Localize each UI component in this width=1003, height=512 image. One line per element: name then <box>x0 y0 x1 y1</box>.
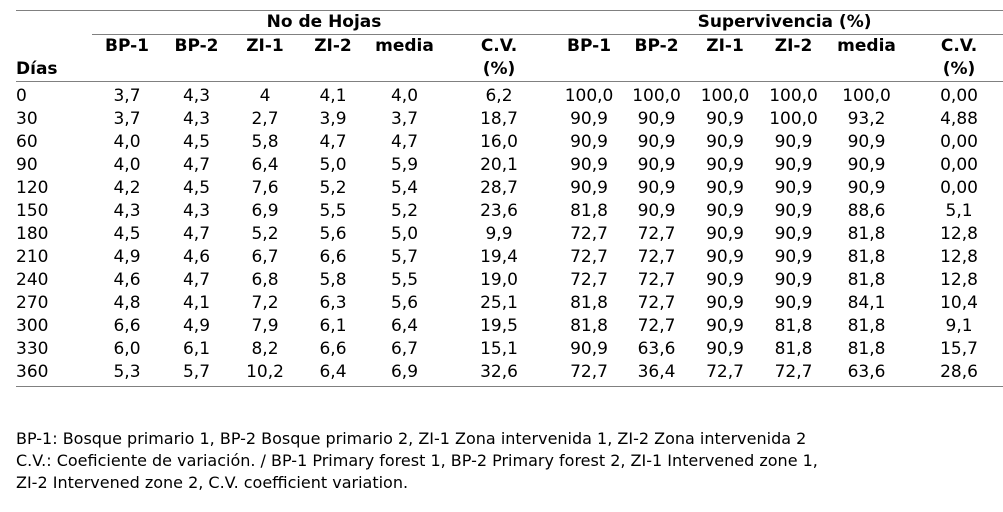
value-cell: 6,7 <box>390 339 419 359</box>
value-cell: 72,7 <box>570 247 608 267</box>
col-subheader <box>367 58 442 82</box>
value-cell: 6,6 <box>113 316 141 336</box>
value-cell: 72,7 <box>637 316 676 336</box>
col-header: ZI-2 <box>774 36 813 56</box>
value-cell: 10,4 <box>940 293 978 313</box>
group-header-survival: Supervivencia (%) <box>556 11 1003 35</box>
table-row <box>16 108 1003 131</box>
value-cell: 7,6 <box>251 178 279 198</box>
value-cell: 9,9 <box>485 224 513 244</box>
table-row <box>16 246 1003 269</box>
day-cell: 330 <box>16 339 49 359</box>
value-cell: 81,8 <box>847 316 886 336</box>
value-cell: 18,7 <box>480 109 518 129</box>
value-cell: 6,8 <box>251 270 279 290</box>
value-cell: 5,5 <box>390 270 419 290</box>
value-cell: 6,4 <box>319 362 347 382</box>
value-cell: 12,8 <box>940 270 978 290</box>
column-header-row <box>16 35 1003 59</box>
group-header-leaves: No de Hojas <box>92 11 556 35</box>
value-cell: 5,4 <box>390 178 419 198</box>
value-cell: 90,9 <box>706 178 744 198</box>
value-cell: 4,7 <box>182 155 211 175</box>
value-cell: 90,9 <box>570 178 608 198</box>
value-cell: 16,0 <box>480 132 518 152</box>
value-cell: 4,6 <box>113 270 141 290</box>
value-cell: 90,9 <box>637 132 676 152</box>
value-cell: 4,6 <box>182 247 211 267</box>
value-cell: 36,4 <box>637 362 676 382</box>
value-cell: 90,9 <box>706 339 744 359</box>
col-header: C.V. <box>940 36 978 56</box>
value-cell: 63,6 <box>847 362 886 382</box>
value-cell: 90,9 <box>570 155 608 175</box>
group-header-row <box>16 11 1003 35</box>
value-cell: 12,8 <box>940 224 978 244</box>
value-cell: 5,2 <box>251 224 279 244</box>
value-cell: 90,9 <box>570 132 608 152</box>
value-cell: 81,8 <box>570 201 608 221</box>
dias-header: Días <box>16 59 58 79</box>
value-cell: 100,0 <box>632 86 681 106</box>
value-cell: 4,0 <box>113 155 141 175</box>
value-cell: 4,7 <box>390 132 419 152</box>
value-cell: 72,7 <box>570 362 608 382</box>
col-subheader <box>828 58 905 82</box>
col-header: ZI-1 <box>246 36 284 56</box>
value-cell: 20,1 <box>480 155 518 175</box>
col-header: BP-1 <box>567 36 612 56</box>
value-cell: 0,00 <box>940 132 978 152</box>
value-cell: 25,1 <box>480 293 518 313</box>
value-cell: 3,7 <box>390 109 419 129</box>
value-cell: 90,9 <box>637 201 676 221</box>
table-row <box>16 177 1003 200</box>
value-cell: 5,7 <box>182 362 211 382</box>
value-cell: 28,7 <box>480 178 518 198</box>
table-row <box>16 361 1003 387</box>
value-cell: 93,2 <box>847 109 886 129</box>
value-cell: 4,2 <box>113 178 141 198</box>
value-cell: 100,0 <box>564 86 614 106</box>
value-cell: 72,7 <box>637 224 676 244</box>
value-cell: 81,8 <box>570 293 608 313</box>
footnote-line: C.V.: Coeficiente de variación. / BP-1 Primary forest 1, BP-2 Primary forest 2, ZI-1 Intervened zone 1, <box>16 451 818 470</box>
value-cell: 4 <box>259 86 271 106</box>
value-cell: 88,6 <box>847 201 886 221</box>
value-cell: 6,6 <box>319 247 347 267</box>
value-cell: 90,9 <box>706 270 744 290</box>
value-cell: 4,1 <box>319 86 347 106</box>
value-cell: 90,9 <box>706 201 744 221</box>
value-cell: 28,6 <box>940 362 978 382</box>
value-cell: 6,7 <box>251 247 279 267</box>
value-cell: 10,2 <box>246 362 284 382</box>
value-cell: 100,0 <box>769 109 818 129</box>
table-row <box>16 154 1003 177</box>
value-cell: 4,9 <box>113 247 141 267</box>
data-table <box>16 10 1003 387</box>
day-cell: 150 <box>16 201 49 221</box>
value-cell: 81,8 <box>847 339 886 359</box>
day-cell: 30 <box>16 109 38 129</box>
day-cell: 210 <box>16 247 49 267</box>
value-cell: 6,9 <box>251 201 279 221</box>
col-subheader <box>299 58 367 82</box>
col-header: BP-2 <box>174 36 219 56</box>
value-cell: 5,0 <box>390 224 419 244</box>
col-subheader: (%) <box>942 59 976 79</box>
value-cell: 90,9 <box>570 339 608 359</box>
value-cell: 72,7 <box>637 247 676 267</box>
value-cell: 90,9 <box>774 132 813 152</box>
value-cell: 4,7 <box>319 132 347 152</box>
table-row <box>16 223 1003 246</box>
value-cell: 6,1 <box>182 339 211 359</box>
value-cell: 63,6 <box>637 339 676 359</box>
value-cell: 90,9 <box>706 132 744 152</box>
col-header: BP-1 <box>104 36 149 56</box>
day-cell: 360 <box>16 362 49 382</box>
value-cell: 3,7 <box>113 86 141 106</box>
col-header: media <box>837 36 896 56</box>
value-cell: 5,8 <box>319 270 347 290</box>
value-cell: 5,2 <box>390 201 419 221</box>
day-cell: 270 <box>16 293 49 313</box>
value-cell: 5,6 <box>319 224 347 244</box>
value-cell: 90,9 <box>774 224 813 244</box>
value-cell: 100,0 <box>700 86 750 106</box>
column-subheader-row <box>16 58 1003 82</box>
value-cell: 90,9 <box>847 178 886 198</box>
value-cell: 23,6 <box>480 201 518 221</box>
table-row <box>16 82 1003 109</box>
col-subheader <box>622 58 691 82</box>
value-cell: 7,2 <box>251 293 279 313</box>
col-header: C.V. <box>480 36 518 56</box>
col-header: ZI-2 <box>314 36 352 56</box>
value-cell: 32,6 <box>480 362 518 382</box>
col-subheader <box>92 58 162 82</box>
value-cell: 5,6 <box>390 293 419 313</box>
value-cell: 0,00 <box>940 86 978 106</box>
value-cell: 19,4 <box>480 247 518 267</box>
value-cell: 100,0 <box>842 86 891 106</box>
value-cell: 4,3 <box>113 201 141 221</box>
day-cell: 300 <box>16 316 49 336</box>
value-cell: 90,9 <box>706 109 744 129</box>
value-cell: 4,9 <box>182 316 211 336</box>
table-row <box>16 292 1003 315</box>
value-cell: 81,8 <box>570 316 608 336</box>
value-cell: 4,1 <box>182 293 211 313</box>
value-cell: 4,7 <box>182 224 211 244</box>
table-body <box>16 82 1003 387</box>
value-cell: 72,7 <box>637 293 676 313</box>
table-row <box>16 131 1003 154</box>
value-cell: 4,88 <box>940 109 978 129</box>
table-row <box>16 200 1003 223</box>
value-cell: 4,3 <box>182 86 211 106</box>
value-cell: 90,9 <box>774 201 813 221</box>
value-cell: 5,3 <box>113 362 141 382</box>
value-cell: 5,2 <box>319 178 347 198</box>
value-cell: 90,9 <box>706 155 744 175</box>
value-cell: 90,9 <box>637 178 676 198</box>
value-cell: 4,5 <box>182 132 211 152</box>
value-cell: 6,2 <box>485 86 513 106</box>
value-cell: 81,8 <box>774 339 813 359</box>
value-cell: 90,9 <box>706 224 744 244</box>
col-subheader <box>231 58 299 82</box>
value-cell: 90,9 <box>847 155 886 175</box>
col-header: ZI-1 <box>706 36 744 56</box>
day-cell: 60 <box>16 132 38 152</box>
table-row <box>16 315 1003 338</box>
value-cell: 6,1 <box>319 316 347 336</box>
value-cell: 5,0 <box>319 155 347 175</box>
value-cell: 19,0 <box>480 270 518 290</box>
value-cell: 3,7 <box>113 109 141 129</box>
value-cell: 81,8 <box>847 224 886 244</box>
value-cell: 9,1 <box>945 316 973 336</box>
value-cell: 12,8 <box>940 247 978 267</box>
value-cell: 6,4 <box>390 316 419 336</box>
value-cell: 72,7 <box>774 362 813 382</box>
value-cell: 72,7 <box>706 362 744 382</box>
value-cell: 81,8 <box>847 270 886 290</box>
col-subheader <box>691 58 759 82</box>
value-cell: 4,5 <box>113 224 141 244</box>
value-cell: 90,9 <box>706 247 744 267</box>
value-cell: 4,3 <box>182 201 211 221</box>
value-cell: 5,9 <box>390 155 419 175</box>
value-cell: 4,3 <box>182 109 211 129</box>
value-cell: 5,7 <box>390 247 419 267</box>
value-cell: 2,7 <box>251 109 279 129</box>
value-cell: 90,9 <box>637 155 676 175</box>
value-cell: 15,1 <box>480 339 518 359</box>
value-cell: 90,9 <box>637 109 676 129</box>
day-cell: 0 <box>16 86 27 106</box>
value-cell: 6,3 <box>319 293 347 313</box>
value-cell: 3,9 <box>319 109 347 129</box>
value-cell: 5,1 <box>945 201 973 221</box>
value-cell: 6,0 <box>113 339 141 359</box>
value-cell: 72,7 <box>637 270 676 290</box>
value-cell: 0,00 <box>940 155 978 175</box>
value-cell: 90,9 <box>706 293 744 313</box>
value-cell: 90,9 <box>774 293 813 313</box>
value-cell: 15,7 <box>940 339 978 359</box>
value-cell: 8,2 <box>251 339 279 359</box>
col-subheader <box>759 58 828 82</box>
value-cell: 90,9 <box>570 109 608 129</box>
footnote-line: BP-1: Bosque primario 1, BP-2 Bosque primario 2, ZI-1 Zona intervenida 1, ZI-2 Zona intervenida 2 <box>16 429 807 448</box>
value-cell: 72,7 <box>570 270 608 290</box>
value-cell: 4,0 <box>390 86 419 106</box>
col-header: BP-2 <box>634 36 679 56</box>
col-subheader: (%) <box>482 59 516 79</box>
value-cell: 6,6 <box>319 339 347 359</box>
value-cell: 6,9 <box>390 362 419 382</box>
col-subheader <box>556 58 622 82</box>
value-cell: 72,7 <box>570 224 608 244</box>
day-cell: 120 <box>16 178 49 198</box>
col-header: media <box>375 36 434 56</box>
value-cell: 7,9 <box>251 316 279 336</box>
value-cell: 5,8 <box>251 132 279 152</box>
day-cell: 240 <box>16 270 49 290</box>
value-cell: 90,9 <box>774 247 813 267</box>
value-cell: 19,5 <box>480 316 518 336</box>
value-cell: 4,5 <box>182 178 211 198</box>
value-cell: 6,4 <box>251 155 279 175</box>
table-row <box>16 338 1003 361</box>
footnote-line: ZI-2 Intervened zone 2, C.V. coefficient variation. <box>16 473 409 492</box>
value-cell: 90,9 <box>774 155 813 175</box>
value-cell: 90,9 <box>774 178 813 198</box>
day-cell: 90 <box>16 155 38 175</box>
value-cell: 90,9 <box>706 316 744 336</box>
value-cell: 81,8 <box>847 247 886 267</box>
value-cell: 5,5 <box>319 201 347 221</box>
value-cell: 100,0 <box>769 86 818 106</box>
value-cell: 81,8 <box>774 316 813 336</box>
value-cell: 0,00 <box>940 178 978 198</box>
value-cell: 4,7 <box>182 270 211 290</box>
value-cell: 4,0 <box>113 132 141 152</box>
day-cell: 180 <box>16 224 49 244</box>
value-cell: 84,1 <box>847 293 886 313</box>
data-table-container <box>16 10 978 387</box>
value-cell: 90,9 <box>774 270 813 290</box>
value-cell: 4,8 <box>113 293 141 313</box>
table-row <box>16 269 1003 292</box>
value-cell: 90,9 <box>847 132 886 152</box>
col-subheader <box>162 58 231 82</box>
footnote <box>16 428 981 494</box>
